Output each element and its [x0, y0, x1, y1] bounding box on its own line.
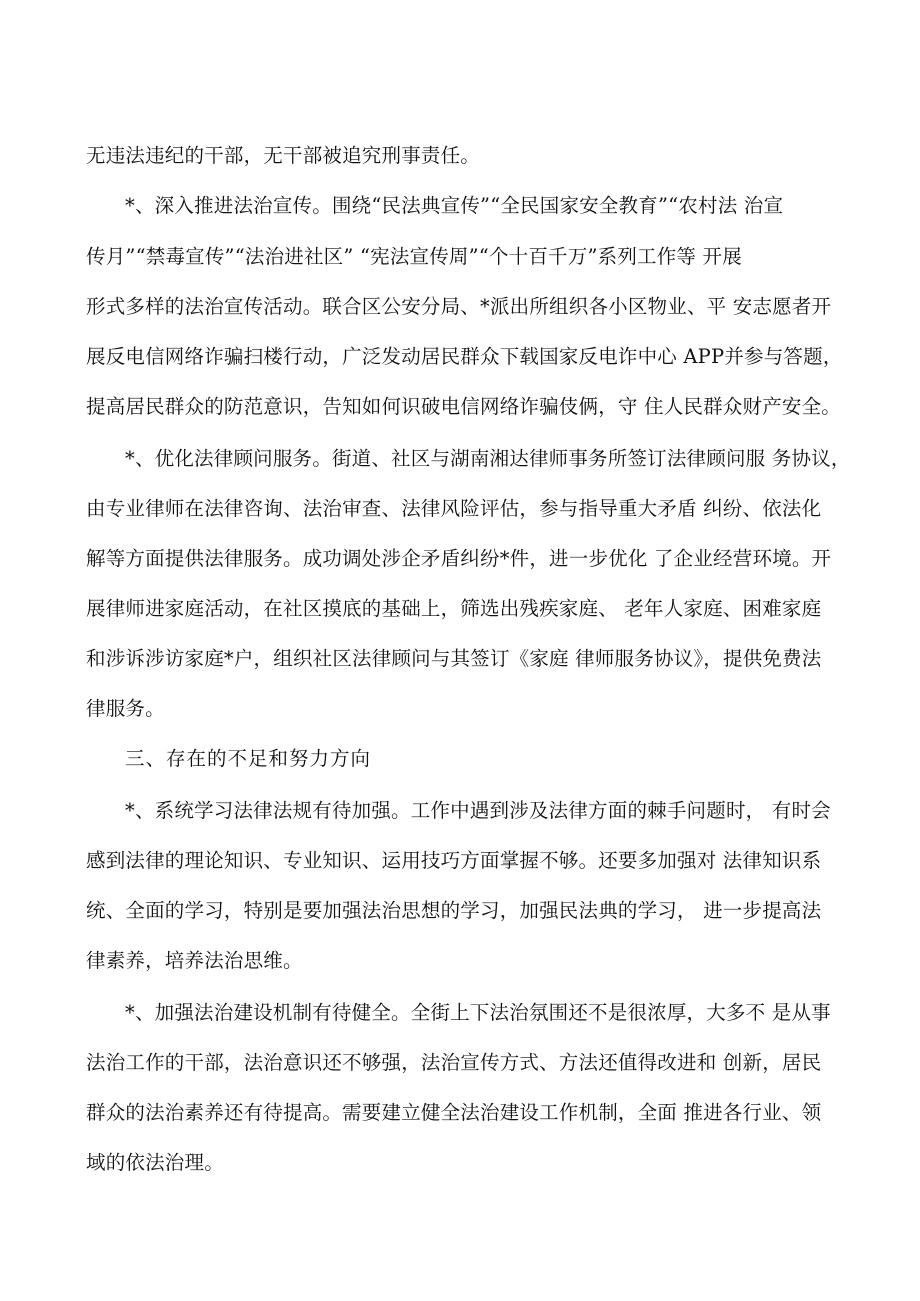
paragraph-line: 传月”“禁毒宣传”“法治进社区” “宪法宣传周”“个十百千万”系列工作等 开展 — [86, 245, 742, 268]
paragraph-line: 展反电信网络诈骗扫楼行动，广泛发动居民群众下载国家反电诈中心 APP并参与答题， — [86, 345, 843, 368]
paragraph-line: *、优化法律顾问服务。街道、社区与湖南湘达律师事务所签订法律顾问服 务协议， — [125, 447, 851, 470]
paragraph-line: *、加强法治建设机制有待健全。全街上下法治氛围还不是很浓厚，大多不 是从事 — [125, 1001, 831, 1024]
paragraph-line: 律素养，培养法治思维。 — [86, 949, 303, 972]
section-heading: 三、存在的不足和努力方向 — [125, 747, 372, 770]
paragraph-line: 域的依法治理。 — [86, 1151, 224, 1174]
paragraph-line: 解等方面提供法律服务。成功调处涉企矛盾纠纷*件，进一步优化 了企业经营环境。开 — [86, 547, 832, 570]
paragraph-line: *、深入推进法治宣传。围绕“民法典宣传”“全民国家安全教育”“农村法 治宣 — [125, 194, 784, 217]
paragraph-line: 和涉诉涉访家庭*户，组织社区法律顾问与其签订《家庭 律师服务协议》，提供免费法 — [86, 647, 822, 670]
paragraph-line: 展律师进家庭活动，在社区摸底的基础上，筛选出残疾家庭、 老年人家庭、困难家庭 — [86, 597, 822, 620]
paragraph-line: 无违法违纪的干部，无干部被追究刑事责任。 — [86, 144, 481, 167]
paragraph-line: 由专业律师在法律咨询、法治审查、法律风险评估，参与指导重大矛盾 纠纷、依法化 — [86, 497, 822, 520]
paragraph-line: 法治工作的干部，法治意识还不够强，法治宣传方式、方法还值得改进和 创新，居民 — [86, 1051, 822, 1074]
paragraph-line: 统、全面的学习，特别是要加强法治思想的学习，加强民法典的学习， 进一步提高法 — [86, 899, 822, 922]
paragraph-line: 感到法律的理论知识、专业知识、运用技巧方面掌握不够。还要多加强对 法律知识系 — [86, 849, 822, 872]
paragraph-line: *、系统学习法律法规有待加强。工作中遇到涉及法律方面的棘手问题时， 有时会 — [125, 799, 831, 822]
paragraph-line: 提高居民群众的防范意识，告知如何识破电信网络诈骗伎俩，守 住人民群众财产安全。 — [86, 395, 841, 418]
paragraph-line: 形式多样的法治宣传活动。联合区公安分局、*派出所组织各小区物业、平 安志愿者开 — [86, 295, 832, 318]
paragraph-line: 律服务。 — [86, 697, 165, 720]
paragraph-line: 群众的法治素养还有待提高。需要建立健全法治建设工作机制，全面 推进各行业、领 — [86, 1101, 822, 1124]
